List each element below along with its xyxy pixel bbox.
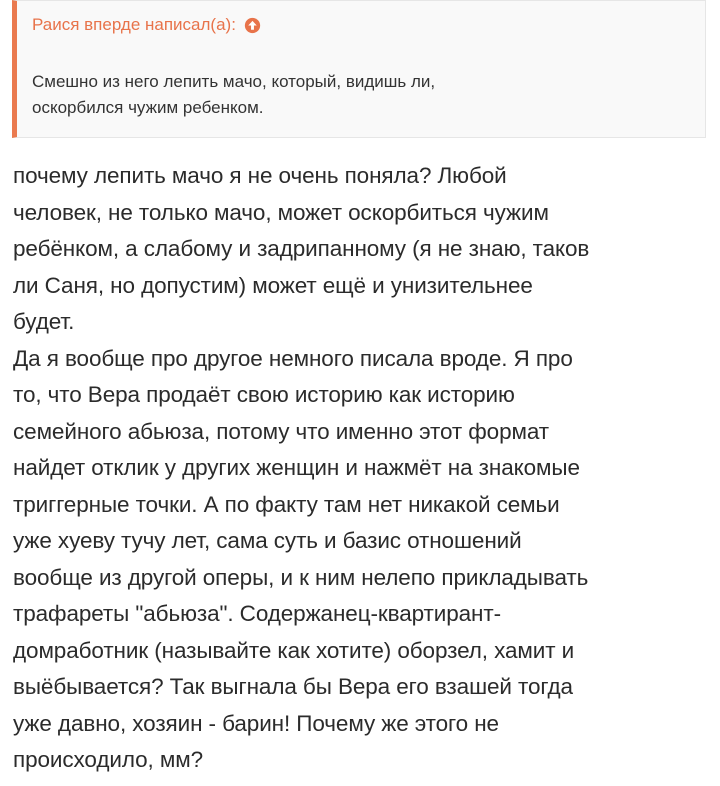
post-paragraph-1 (13, 158, 713, 341)
post-line: будет. (13, 309, 75, 334)
post-line: то, что Вера продаёт свою историю как историю (13, 382, 515, 407)
post-paragraph-2 (13, 341, 713, 779)
post-line: происходило, мм? (13, 747, 203, 772)
quote-author-link[interactable] (32, 15, 261, 35)
post-line: триггерные точки. А по факту там нет никакой семьи (13, 491, 560, 517)
post-line: человек, не только мачо, может оскорбиться чужим (13, 199, 549, 225)
quote-line: оскорбился чужим ребенком. (32, 98, 264, 117)
post-line: выёбывается? Так выгнала бы Вера его взашей тогда (13, 674, 573, 699)
post-line: уже хуеву тучу лет, сама суть и базис отношений (13, 528, 522, 553)
post-line: уже давно, хозяин - барин! Почему же этого не (13, 710, 499, 736)
quote-line: Смешно из него лепить мачо, который, видишь ли, (32, 72, 436, 91)
post-line: Да я вообще про другое немного писала вроде. Я про (13, 345, 573, 371)
post-line: домработник (называйте как хотите) оборзел, хамит и (13, 637, 575, 663)
arrow-up-circle-icon[interactable] (244, 17, 261, 34)
quote-block (12, 0, 706, 138)
post-line: ли Саня, но допустим) может ещё и унизительнее (13, 272, 533, 298)
post-line: найдет отклик у других женщин и нажмёт на знакомые (13, 455, 580, 480)
post-line: трафареты "абьюза". Содержанец-квартирант- (13, 601, 501, 626)
quote-author-text: Раися вперде написал(а): (32, 15, 236, 34)
post-line: ребёнком, а слабому и задрипанному (я не знаю, таков (13, 236, 590, 261)
quote-text (32, 69, 692, 121)
post-body (13, 158, 713, 779)
post-line: почему лепить мачо я не очень поняла? Любой (13, 163, 507, 188)
post-line: семейного абьюза, потому что именно этот формат (13, 418, 550, 444)
post-line: вообще из другой оперы, и к ним нелепо прикладывать (13, 564, 589, 590)
